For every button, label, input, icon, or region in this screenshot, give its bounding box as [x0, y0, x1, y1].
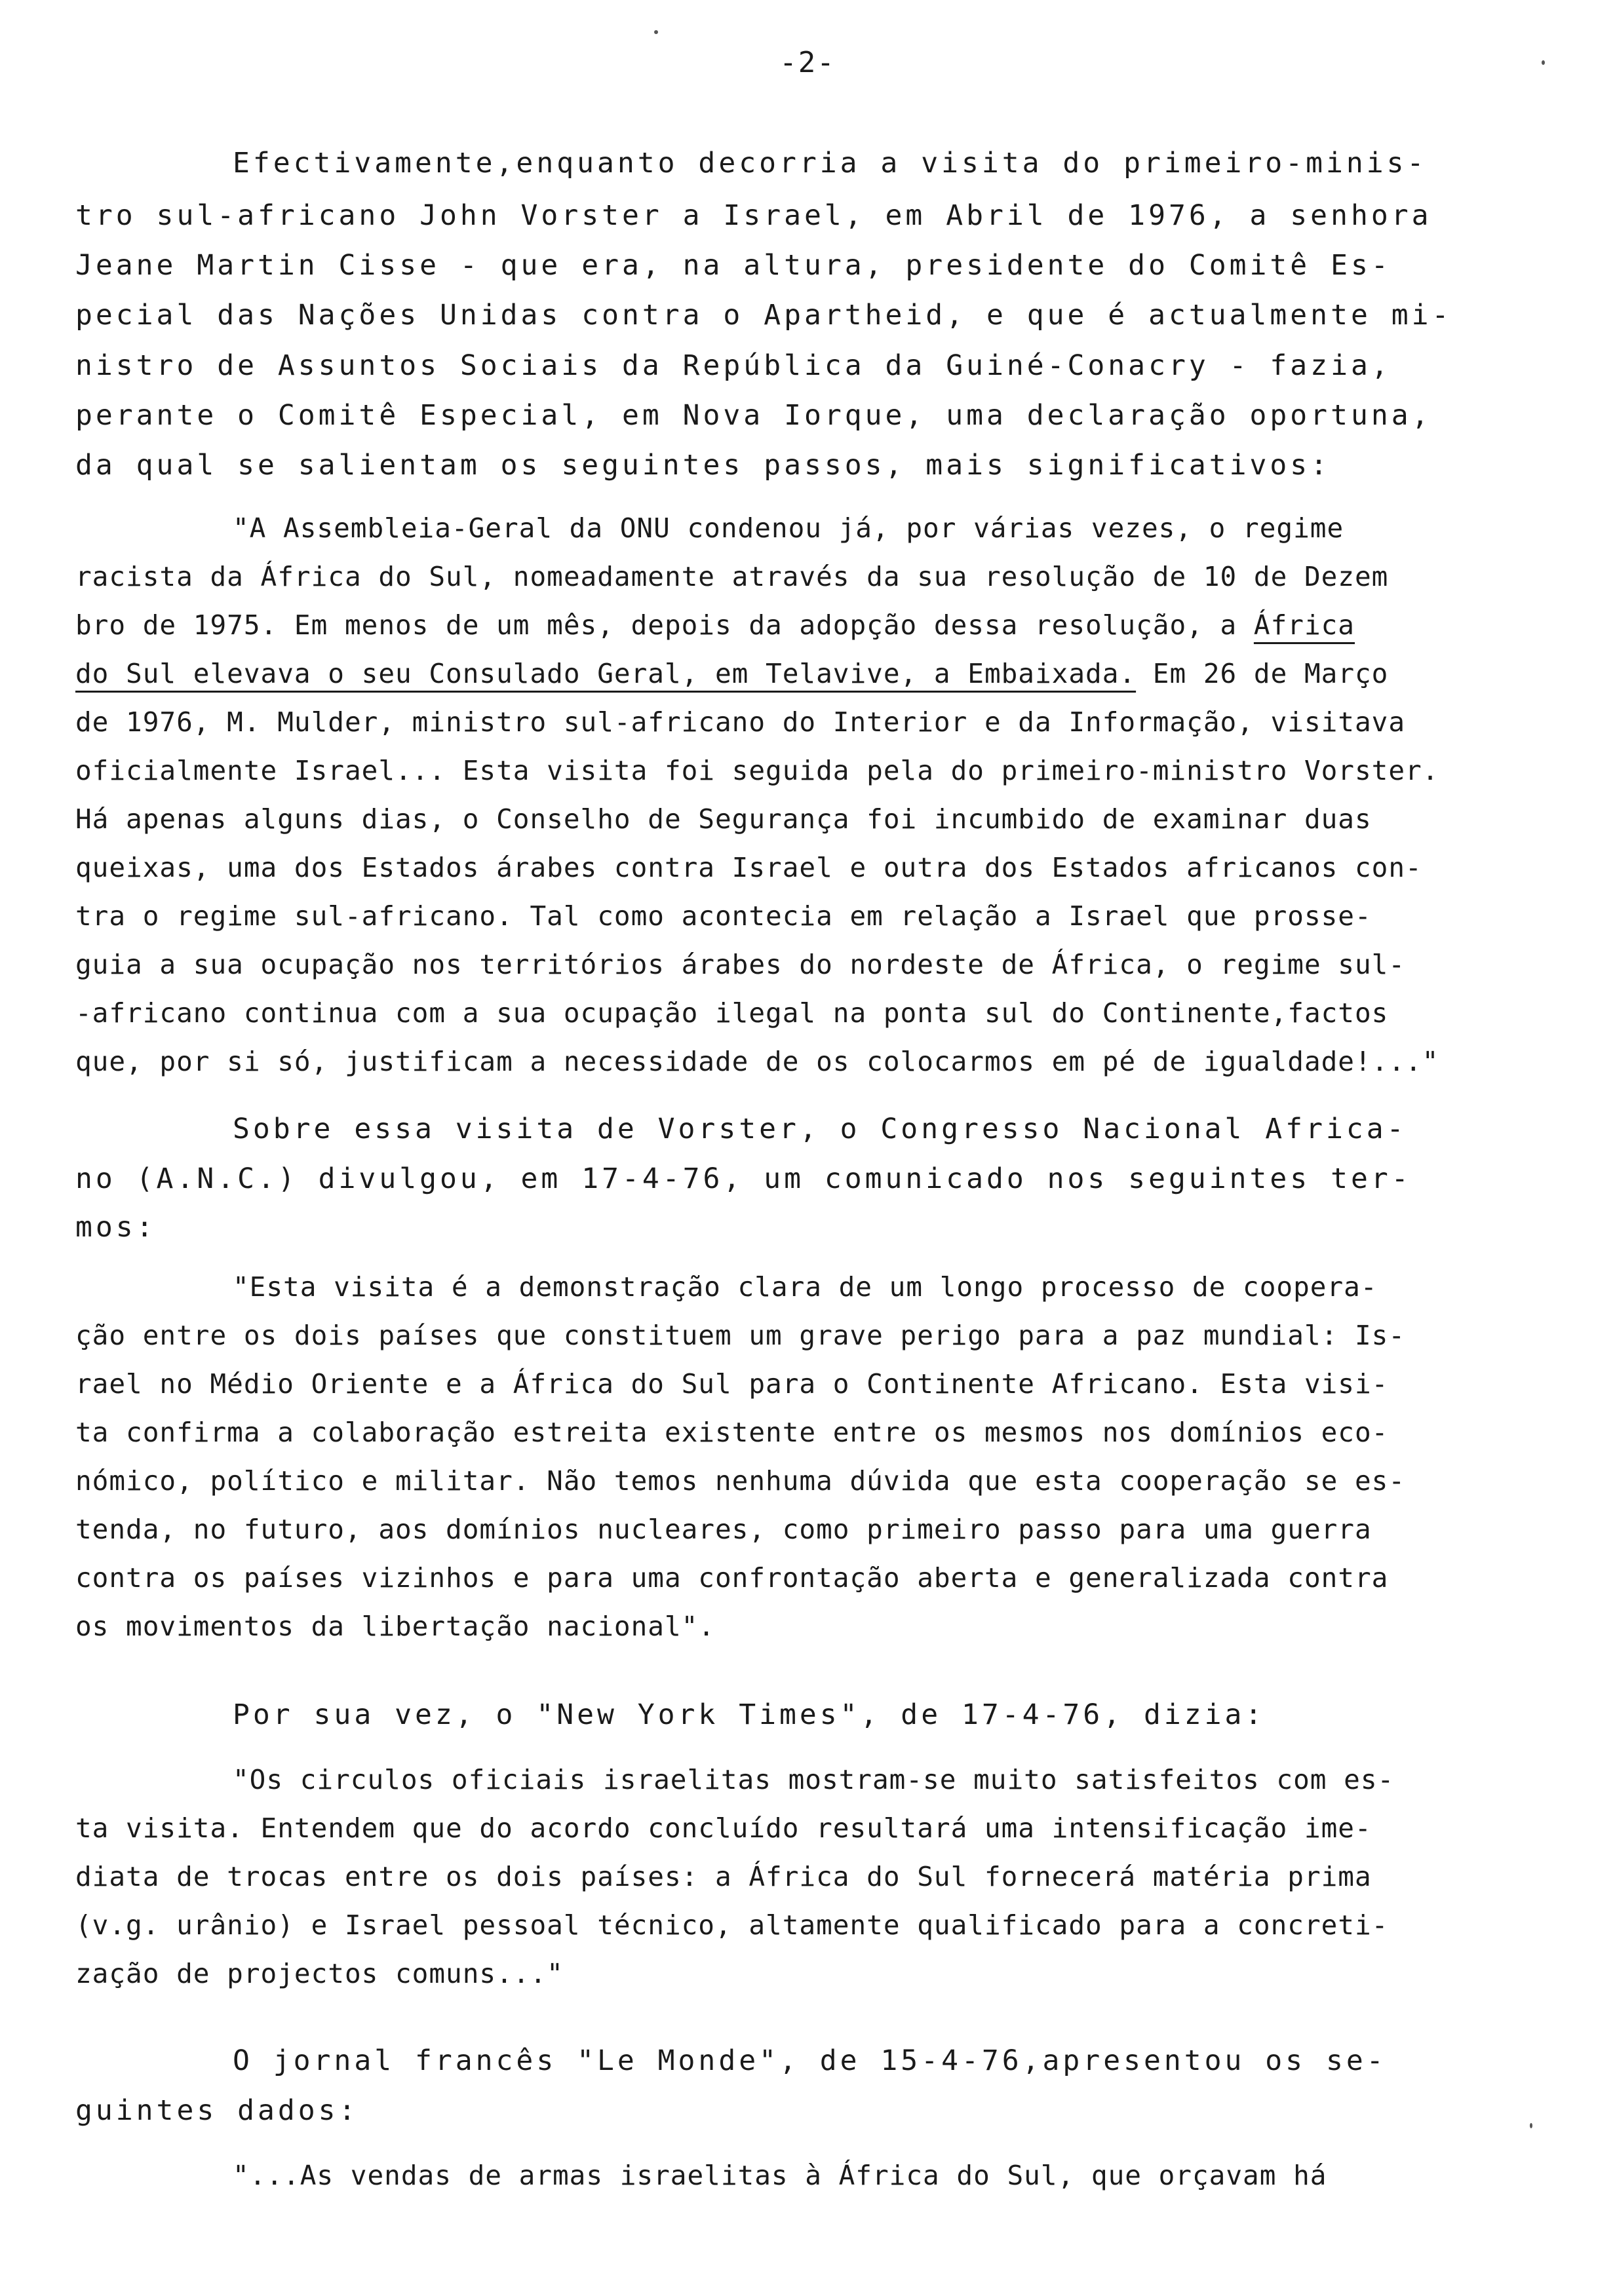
quote-3-line-4: (v.g. urânio) e Israel pessoal técnico, altamente qualificado para a concreti-: [75, 1909, 1389, 1941]
quote-2-line-7: contra os países vizinhos e para uma confrontação aberta e generalizada contra: [75, 1562, 1389, 1594]
quote-1-line-3-text: bro de 1975. Em menos de um mês, depois da adopção dessa resolução, a: [75, 609, 1254, 641]
quote-2-line-2: ção entre os dois países que constituem um grave perigo para a paz mundial: Is-: [75, 1320, 1406, 1351]
paragraph-1-line-3: Jeane Martin Cisse - que era, na altura, presidente do Comitê Es-: [75, 249, 1391, 282]
paragraph-1-line-6: perante o Comitê Especial, em Nova Iorque, uma declaração oportuna,: [75, 399, 1432, 432]
paragraph-1-line-5: nistro de Assuntos Sociais da República da Guiné-Conacry - fazia,: [75, 349, 1391, 382]
quote-1-line-10: guia a sua ocupação nos territórios árabes do nordeste de África, o regime sul-: [75, 949, 1406, 980]
paragraph-1-line-7: da qual se salientam os seguintes passos, mais significativos:: [75, 449, 1331, 482]
quote-1-line-12: que, por si só, justificam a necessidade de os colocarmos em pé de igualdade!...": [75, 1046, 1439, 1077]
quote-1-line-4-text: Em 26 de Março: [1136, 658, 1389, 689]
quote-2-line-8: os movimentos da libertação nacional".: [75, 1611, 715, 1642]
paragraph-2-line-3: mos:: [75, 1211, 157, 1244]
scan-speck: [1530, 2123, 1532, 2128]
quote-1-line-6: oficialmente Israel... Esta visita foi seguida pela do primeiro-ministro Vorster.: [75, 755, 1439, 786]
quote-3-line-1: "Os circulos oficiais israelitas mostram-se muito satisfeitos com es-: [233, 1764, 1395, 1795]
quote-1-line-7: Há apenas alguns dias, o Conselho de Segurança foi incumbido de examinar duas: [75, 803, 1372, 835]
paragraph-1-line-1: Efectivamente,enquanto decorria a visita do primeiro-minis-: [233, 147, 1428, 180]
quote-1-line-8: queixas, uma dos Estados árabes contra Israel e outra dos Estados africanos con-: [75, 852, 1422, 883]
scan-speck: [654, 30, 658, 34]
scan-speck: [1542, 60, 1545, 65]
quote-1-line-11: -africano continua com a sua ocupação ilegal na ponta sul do Continente,factos: [75, 997, 1389, 1029]
underlined-phrase-start: África: [1253, 609, 1355, 641]
quote-1-line-3: [75, 609, 1426, 641]
page-number: -2-: [779, 46, 836, 79]
quote-2-line-3: rael no Médio Oriente e a África do Sul para o Continente Africano. Esta visi-: [75, 1368, 1389, 1400]
paragraph-1-line-4: pecial das Nações Unidas contra o Apartheid, e que é actualmente mi-: [75, 299, 1452, 332]
paragraph-4-line-2: guintes dados:: [75, 2094, 359, 2127]
quote-2-line-1: "Esta visita é a demonstração clara de um longo processo de coopera-: [233, 1271, 1378, 1303]
quote-3-line-2: ta visita. Entendem que do acordo concluído resultará uma intensificação ime-: [75, 1812, 1372, 1844]
quote-1-line-4: [75, 660, 1426, 687]
quote-1-line-2: racista da África do Sul, nomeadamente através da sua resolução de 10 de Dezem: [75, 561, 1389, 592]
quote-4-line-1: "...As vendas de armas israelitas à África do Sul, que orçavam há: [233, 2160, 1327, 2191]
underlined-phrase-end: do Sul elevava o seu Consulado Geral, em Telavive, a Embaixada.: [75, 658, 1137, 689]
quote-2-line-6: tenda, no futuro, aos domínios nucleares, como primeiro passo para uma guerra: [75, 1514, 1372, 1545]
paragraph-1-line-2: tro sul-africano John Vorster a Israel, em Abril de 1976, a senhora: [75, 199, 1432, 232]
quote-3-line-3: diata de trocas entre os dois países: a África do Sul fornecerá matéria prima: [75, 1861, 1372, 1892]
quote-2-line-4: ta confirma a colaboração estreita existente entre os mesmos nos domínios eco-: [75, 1417, 1389, 1448]
paragraph-3-line-1: Por sua vez, o "New York Times", de 17-4-76, dizia:: [233, 1698, 1266, 1731]
paragraph-2-line-2: no (A.N.C.) divulgou, em 17-4-76, um comunicado nos seguintes ter-: [75, 1162, 1412, 1195]
paragraph-4-line-1: O jornal francês "Le Monde", de 15-4-76,apresentou os se-: [233, 2044, 1387, 2077]
quote-1-line-1: "A Assembleia-Geral da ONU condenou já, por várias vezes, o regime: [233, 512, 1344, 544]
quote-2-line-5: nómico, político e militar. Não temos nenhuma dúvida que esta cooperação se es-: [75, 1465, 1406, 1497]
paragraph-2-line-1: Sobre essa visita de Vorster, o Congresso Nacional Africa-: [233, 1113, 1407, 1145]
quote-1-line-9: tra o regime sul-africano. Tal como acontecia em relação a Israel que prosse-: [75, 900, 1372, 932]
quote-1-line-5: de 1976, M. Mulder, ministro sul-africano do Interior e da Informação, visitava: [75, 706, 1406, 738]
quote-3-line-5: zação de projectos comuns...": [75, 1958, 564, 1989]
